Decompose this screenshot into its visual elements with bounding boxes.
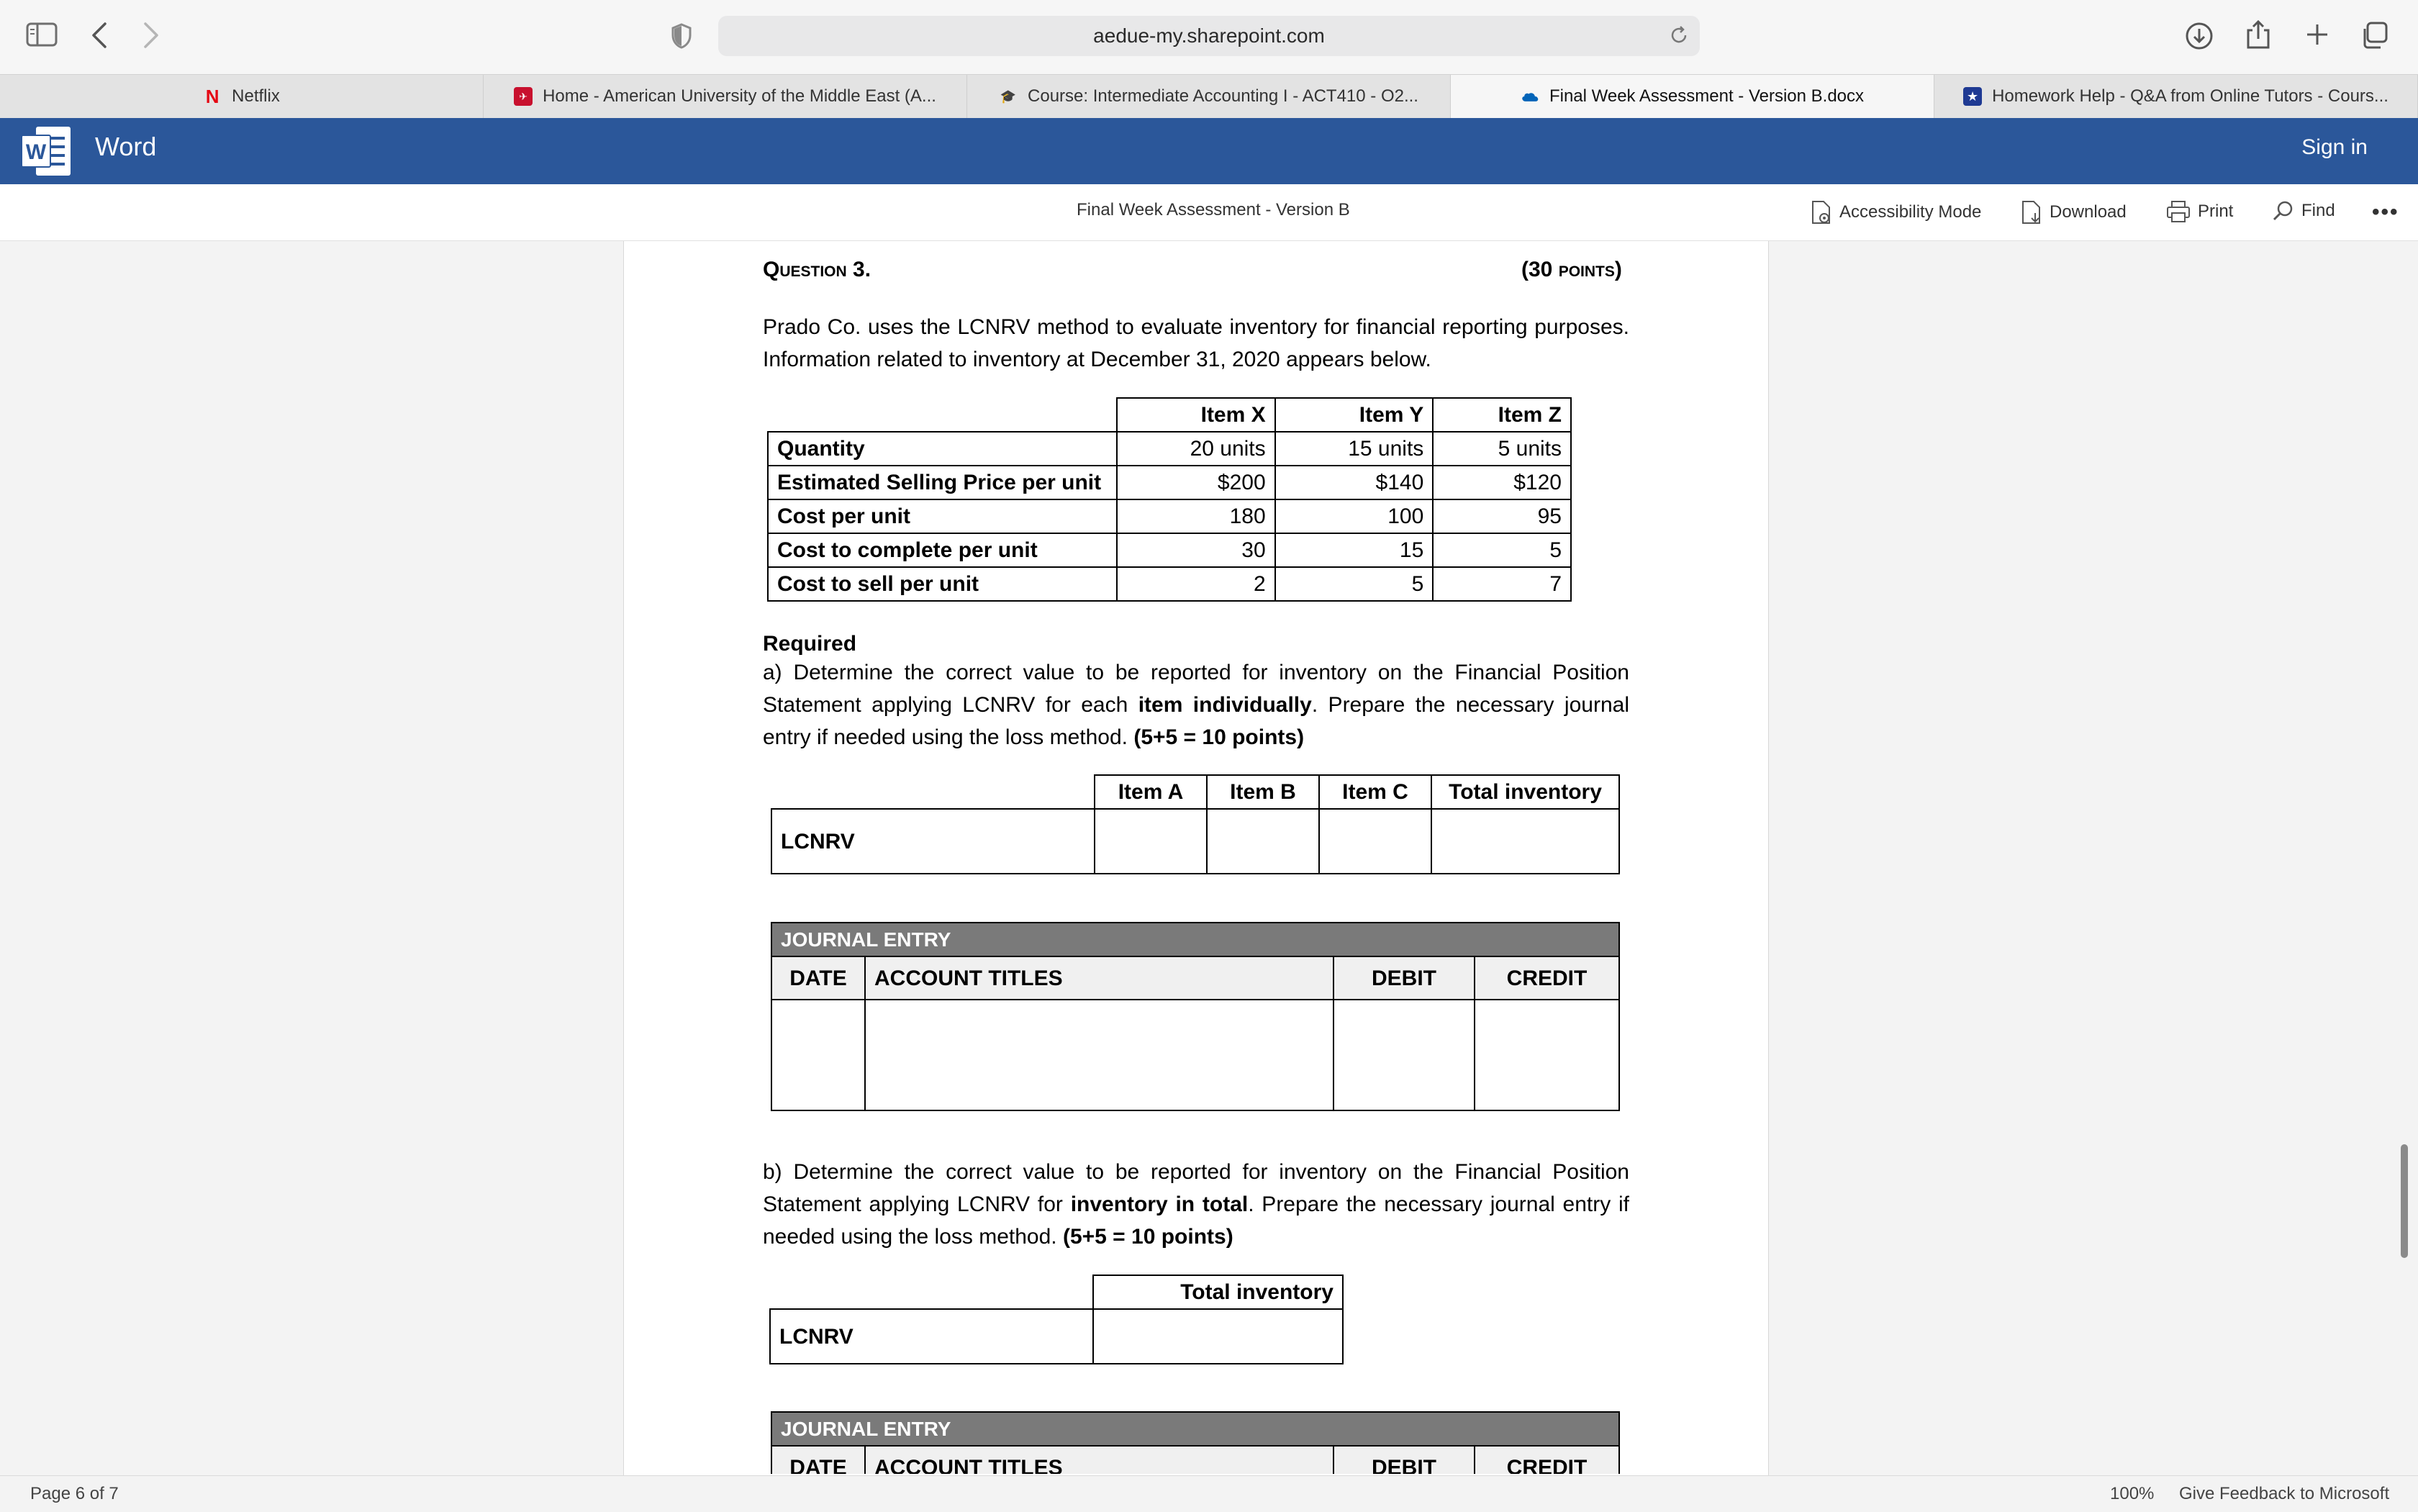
cell: $140	[1275, 466, 1434, 499]
row-label: Estimated Selling Price per unit	[768, 466, 1117, 499]
cell: 2	[1117, 567, 1275, 601]
netflix-icon: N	[205, 85, 219, 107]
cell: $200	[1117, 466, 1275, 499]
col-header-debit: DEBIT	[1333, 1446, 1475, 1474]
cell: 5	[1275, 567, 1434, 601]
question-title-text: Question 3.	[763, 258, 871, 281]
part-b-text-2: . Prepare the necessary journal entry if needed using the loss method.	[763, 1192, 1630, 1249]
col-header-date: DATE	[771, 1446, 865, 1474]
cell: 5 units	[1433, 432, 1571, 466]
aum-icon: ✈	[514, 87, 533, 106]
journal-entry-title: JOURNAL ENTRY	[771, 923, 1619, 956]
col-header-item-x: Item X	[1117, 398, 1275, 432]
cell: 15 units	[1275, 432, 1434, 466]
cell: 15	[1275, 533, 1434, 567]
page-indicator: Page 6 of 7	[30, 1484, 119, 1503]
button-label: Download	[2050, 202, 2127, 222]
tab-label: Netflix	[232, 86, 280, 106]
cell: 100	[1275, 499, 1434, 533]
row-label: Quantity	[768, 432, 1117, 466]
journal-entry-title: JOURNAL ENTRY	[771, 1412, 1619, 1446]
cell: 180	[1117, 499, 1275, 533]
zoom-level[interactable]: 100%	[2110, 1484, 2155, 1503]
required-heading: Required	[763, 632, 857, 656]
cell: 7	[1433, 567, 1571, 601]
tab-label: Home - American University of the Middle East (A...	[543, 86, 936, 106]
app-name: Word	[95, 132, 157, 161]
status-bar	[0, 1475, 2418, 1512]
col-header-account-titles: ACCOUNT TITLES	[865, 1446, 1333, 1474]
part-b-text: b) Determine the correct value to be reported for inventory on the Financial Position Statement applying LCNRV for	[763, 1160, 1629, 1216]
question-points-text: (30 points)	[1521, 258, 1622, 281]
cell: 20 units	[1117, 432, 1275, 466]
part-a-points: (5+5 = 10 points)	[1133, 725, 1305, 749]
row-label: Cost to complete per unit	[768, 533, 1117, 567]
part-a-text-2: . Prepare the necessary journal entry if needed using the loss method.	[763, 693, 1629, 749]
part-b-points: (5+5 = 10 points)	[1062, 1225, 1233, 1249]
col-header-debit: DEBIT	[1333, 956, 1475, 1000]
row-label: Cost to sell per unit	[768, 567, 1117, 601]
col-header-item-y: Item Y	[1275, 398, 1434, 432]
col-header-item-z: Item Z	[1433, 398, 1571, 432]
col-header-total-inventory: Total inventory	[1431, 775, 1619, 809]
row-label: LCNRV	[771, 809, 1095, 874]
col-header-account-titles: ACCOUNT TITLES	[865, 956, 1333, 1000]
coursehero-icon: ★	[1963, 87, 1982, 106]
sign-in-link[interactable]: Sign in	[2301, 135, 2368, 159]
journal-entry-table-b	[771, 1411, 1620, 1474]
button-label: Find	[2301, 201, 2335, 220]
button-label: Accessibility Mode	[1839, 202, 1982, 222]
tab-label: Course: Intermediate Accounting I - ACT410 - O2...	[1028, 86, 1418, 106]
row-label: LCNRV	[770, 1309, 1093, 1364]
col-header-credit: CREDIT	[1475, 1446, 1619, 1474]
cell: 95	[1433, 499, 1571, 533]
moodle-icon: 🎓	[1000, 89, 1017, 104]
col-header-item-c: Item C	[1319, 775, 1431, 809]
button-label: Print	[2198, 202, 2234, 221]
col-header-credit: CREDIT	[1475, 956, 1619, 1000]
tab-label: Final Week Assessment - Version B.docx	[1549, 86, 1865, 106]
cell: $120	[1433, 466, 1571, 499]
col-header-item-a: Item A	[1095, 775, 1207, 809]
tab-label: Homework Help - Q&A from Online Tutors - Cours...	[1992, 86, 2388, 106]
col-header-date: DATE	[771, 956, 865, 1000]
part-a-emphasis: item individually	[1138, 693, 1312, 717]
document-title: Final Week Assessment - Version B	[1077, 200, 1350, 219]
cell: 5	[1433, 533, 1571, 567]
row-label: Cost per unit	[768, 499, 1117, 533]
col-header-total-inventory: Total inventory	[1093, 1275, 1343, 1309]
url-text: aedue-my.sharepoint.com	[1093, 24, 1325, 47]
col-header-item-b: Item B	[1207, 775, 1319, 809]
part-a-text: a) Determine the correct value to be reported for inventory on the Financial Position Statement applying LCNRV for each	[763, 661, 1629, 717]
part-b-emphasis: inventory in total	[1070, 1192, 1249, 1216]
more-options-icon[interactable]: •••	[2372, 200, 2399, 224]
feedback-link[interactable]: Give Feedback to Microsoft	[2179, 1484, 2390, 1503]
intro-paragraph: Prado Co. uses the LCNRV method to evaluate inventory for financial reporting purposes. Information related to inventory at December 31, 2020 appears below.	[763, 315, 1629, 371]
cell: 30	[1117, 533, 1275, 567]
svg-text:W: W	[25, 140, 47, 164]
